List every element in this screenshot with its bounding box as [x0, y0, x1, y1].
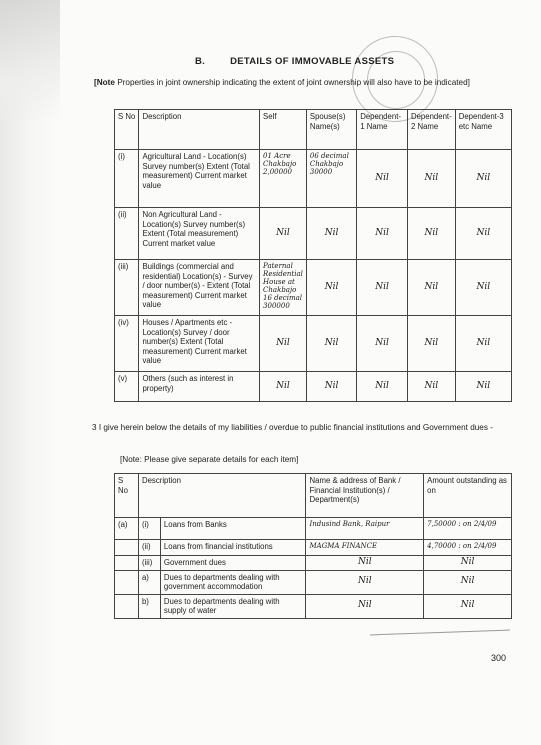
section-heading: B. DETAILS OF IMMOVABLE ASSETS — [195, 56, 395, 67]
table-row: (ii) Non Agricultural Land - Location(s) Survey number(s) Extent (Total measurement) Current market value Nil Nil Nil Nil Nil — [115, 208, 512, 260]
table-row: (iii) Buildings (commercial and residential) Location(s) - Survey / door number(s) - Extent (Total measurement) Current market value Paternal Residential House at Chakbajo 16 decimal 300000 Nil Nil Nil Nil — [115, 260, 512, 316]
liabilities-table — [114, 473, 512, 619]
table-row: a) Dues to departments dealing with government accommodation Nil Nil — [115, 570, 512, 594]
liabilities-intro: 3 I give herein below the details of my liabilities / overdue to public financial institutions and Government dues - — [92, 423, 493, 432]
table-row: (iv) Houses / Apartments etc - Location(s) Survey / door number(s) Extent (Total measurement) Current market value Nil Nil Nil Nil Nil — [115, 316, 512, 372]
page-number: 300 — [491, 653, 507, 663]
table-row: (i) Agricultural Land - Location(s) Survey number(s) Extent (Total measurement) Current market value 01 Acre Chakbajo 2,00000 06 decimal Chakbajo 30000 Nil Nil Nil — [115, 150, 512, 208]
table-row: (iii) Government dues Nil Nil — [115, 556, 512, 571]
table-row: b) Dues to departments dealing with supply of water Nil Nil — [115, 594, 512, 618]
table-header-row: S No Description Self Spouse(s) Name(s) Dependent-1 Name Dependent-2 Name Dependent-3 etc Name — [115, 110, 512, 150]
page-fold-shadow — [0, 0, 60, 120]
divider-line — [370, 630, 510, 636]
table-row: (v) Others (such as interest in property) Nil Nil Nil Nil Nil — [115, 372, 512, 402]
table-row: (a) (i) Loans from Banks Indusind Bank, Raipur 7,50000 : on 2/4/09 — [115, 518, 512, 540]
table-header-row: S No Description Name & address of Bank / Financial Institution(s) / Department(s) Amount outstanding as on — [115, 474, 512, 518]
section-note: [Note Properties in joint ownership indicating the extent of joint ownership will also have to be indicated] — [94, 78, 470, 87]
liabilities-note: [Note: Please give separate details for each item] — [120, 455, 299, 464]
immovable-assets-table — [114, 109, 512, 402]
table-row: (ii) Loans from financial institutions MAGMA FINANCE 4,70000 : on 2/4/09 — [115, 540, 512, 556]
